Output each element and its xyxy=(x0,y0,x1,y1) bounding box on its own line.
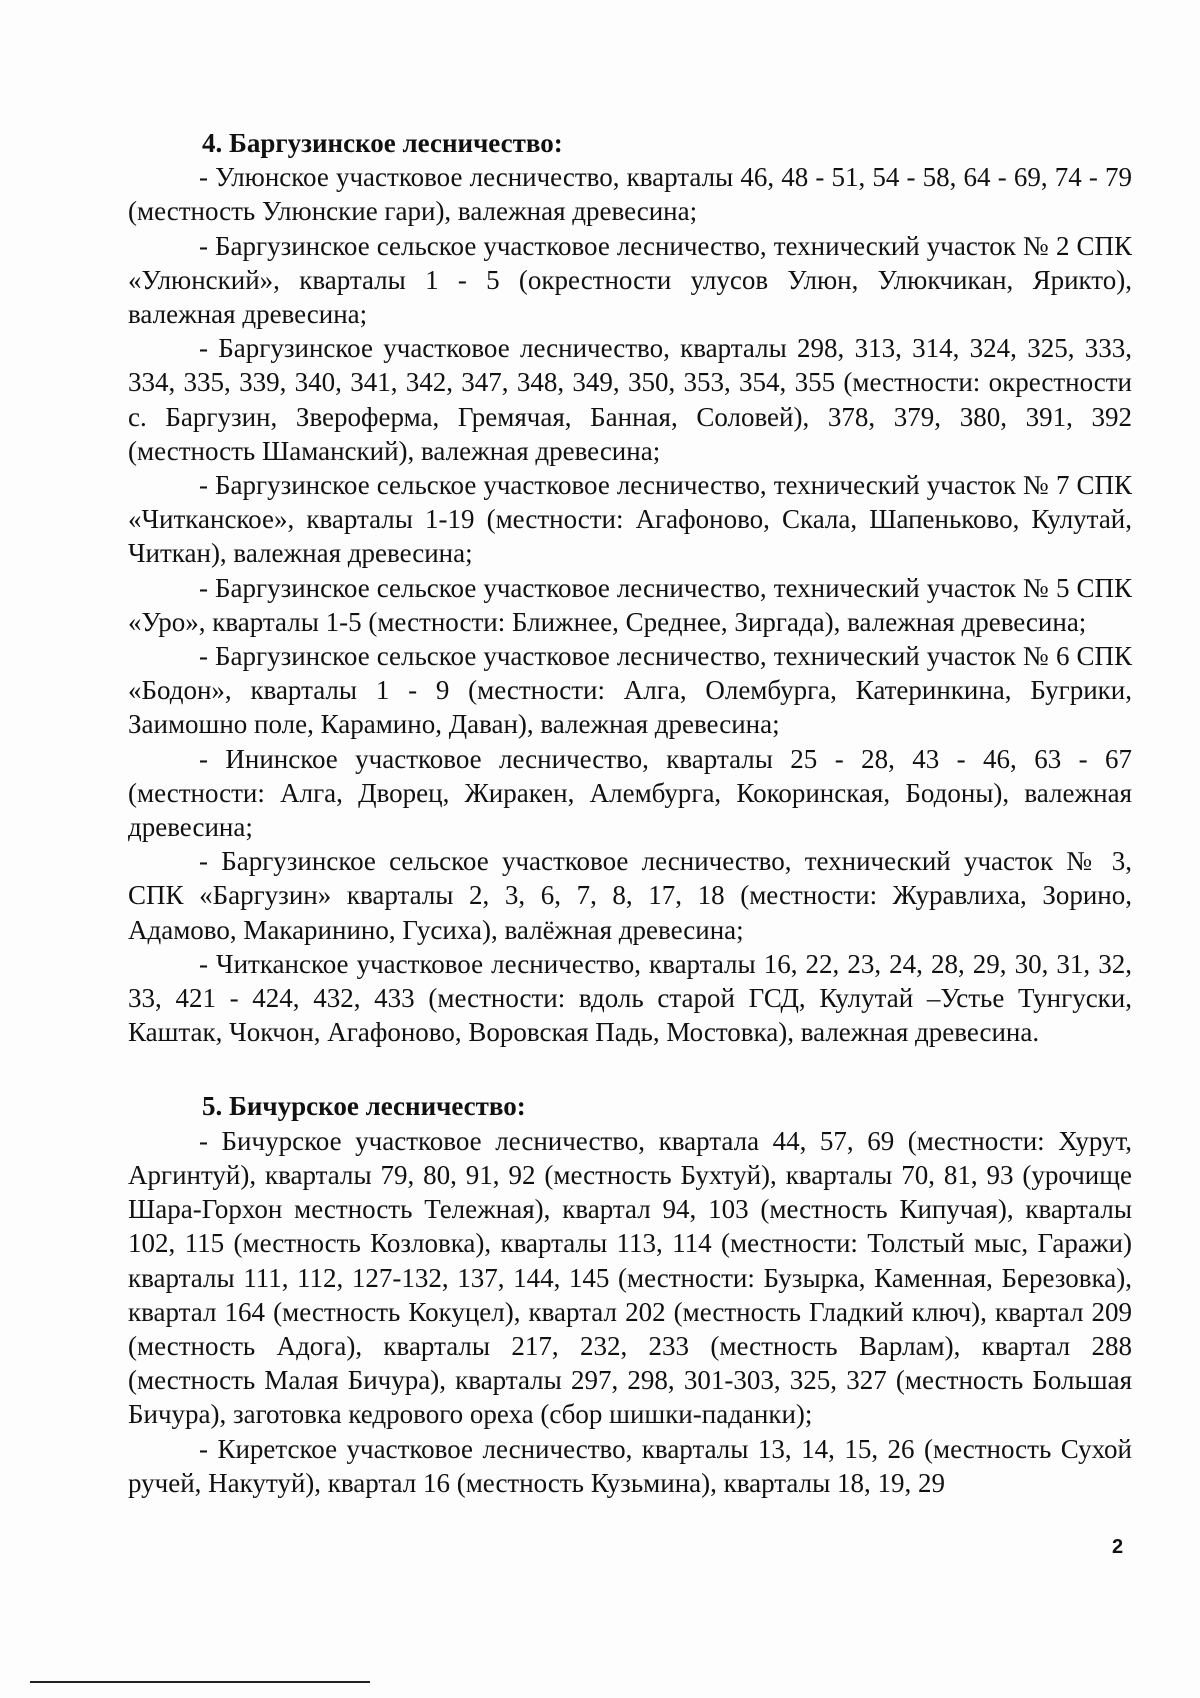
paragraph: - Улюнское участковое лесничество, кварталы 46, 48 - 51, 54 - 58, 64 - 69, 74 - 79 (местность Улюнские гари), валежная древесина; xyxy=(128,162,1132,227)
section-heading-5: 5. Бичурское лесничество: xyxy=(202,1091,526,1122)
paragraph: - Баргузинское сельское участковое лесничество, технический участок № 3, СПК «Баргузин» кварталы 2, 3, 6, 7, 8, 17, 18 (местности: Журавлиха, Зорино, Адамово, Макаринино, Гусиха), валёжная древесина; xyxy=(128,846,1132,945)
document-body xyxy=(128,126,1132,1500)
footer-rule xyxy=(30,1681,370,1683)
paragraph: - Баргузинское сельское участковое лесничество, технический участок № 6 СПК «Бодон», кварталы 1 - 9 (местности: Алга, Олембурга, Катеринкина, Бугрики, Заимошно поле, Карамино, Даван), валежная древесина; xyxy=(128,641,1132,740)
paragraph: - Бичурское участковое лесничество, квартала 44, 57, 69 (местности: Хурут, Аргинтуй), кварталы 79, 80, 91, 92 (местность Бухтуй), кварталы 70, 81, 93 (урочище Шара-Горхон местность Тележная), квартал 94, 103 (местность Кипучая), кварталы 102, 115 (местность Козловка), кварталы 113, 114 (местности: Толстый мыс, Гаражи) кварталы 111, 112, 127-132, 137, 144, 145 (местности: Бузырка, Каменная, Березовка), квартал 164 (местность Кокуцел), квартал 202 (местность Гладкий ключ), квартал 209 (местность Адога), кварталы 217, 232, 233 (местность Варлам), квартал 288 (местность Малая Бичура), кварталы 297, 298, 301-303, 325, 327 (местность Большая Бичура), заготовка кедрового ореха (сбор шишки-паданки); xyxy=(128,1125,1132,1430)
section-heading-4: 4. Баргузинское лесничество: xyxy=(202,128,563,158)
paragraph: - Читканское участковое лесничество, кварталы 16, 22, 23, 24, 28, 29, 30, 31, 32, 33, 421 - 424, 432, 433 (местности: вдоль старой ГСД, Кулутай –Устье Тунгуски, Каштак, Чокчон, Агафоново, Воровская Падь, Мостовка), валежная древесина. xyxy=(128,948,1132,1048)
paragraph: - Баргузинское сельское участковое лесничество, технический участок № 7 СПК «Читканское», кварталы 1-19 (местности: Агафоново, Скала, Шапеньково, Кулутай, Читкан), валежная древесина; xyxy=(128,470,1132,569)
paragraph: - Баргузинское участковое лесничество, кварталы 298, 313, 314, 324, 325, 333, 334, 335, 339, 340, 341, 342, 347, 348, 349, 350, 353, 354, 355 (местности: окрестности с. Баргузин, Звероферма, Гремячая, Банная, Соловей), 378, 379, 380, 391, 392 (местность Шаманский), валежная древесина; xyxy=(128,333,1132,466)
paragraph: - Баргузинское сельское участковое лесничество, технический участок № 2 СПК «Улюнский», кварталы 1 - 5 (окрестности улусов Улюн, Улюкчикан, Ярикто), валежная древесина; xyxy=(128,230,1132,330)
page-number: 2 xyxy=(1112,1536,1124,1558)
paragraph: - Ининское участковое лесничество, кварталы 25 - 28, 43 - 46, 63 - 67 (местности: Алга, Дворец, Жиракен, Алембурга, Кокоринская, Бодоны), валежная древесина; xyxy=(128,743,1132,843)
paragraph: - Баргузинское сельское участковое лесничество, технический участок № 5 СПК «Уро», кварталы 1-5 (местности: Ближнее, Среднее, Зиргада), валежная древесина; xyxy=(128,572,1132,637)
paragraph: - Киретское участковое лесничество, кварталы 13, 14, 15, 26 (местность Сухой ручей, Накутуй), квартал 16 (местность Кузьмина), кварталы 18, 19, 29 xyxy=(128,1433,1132,1498)
